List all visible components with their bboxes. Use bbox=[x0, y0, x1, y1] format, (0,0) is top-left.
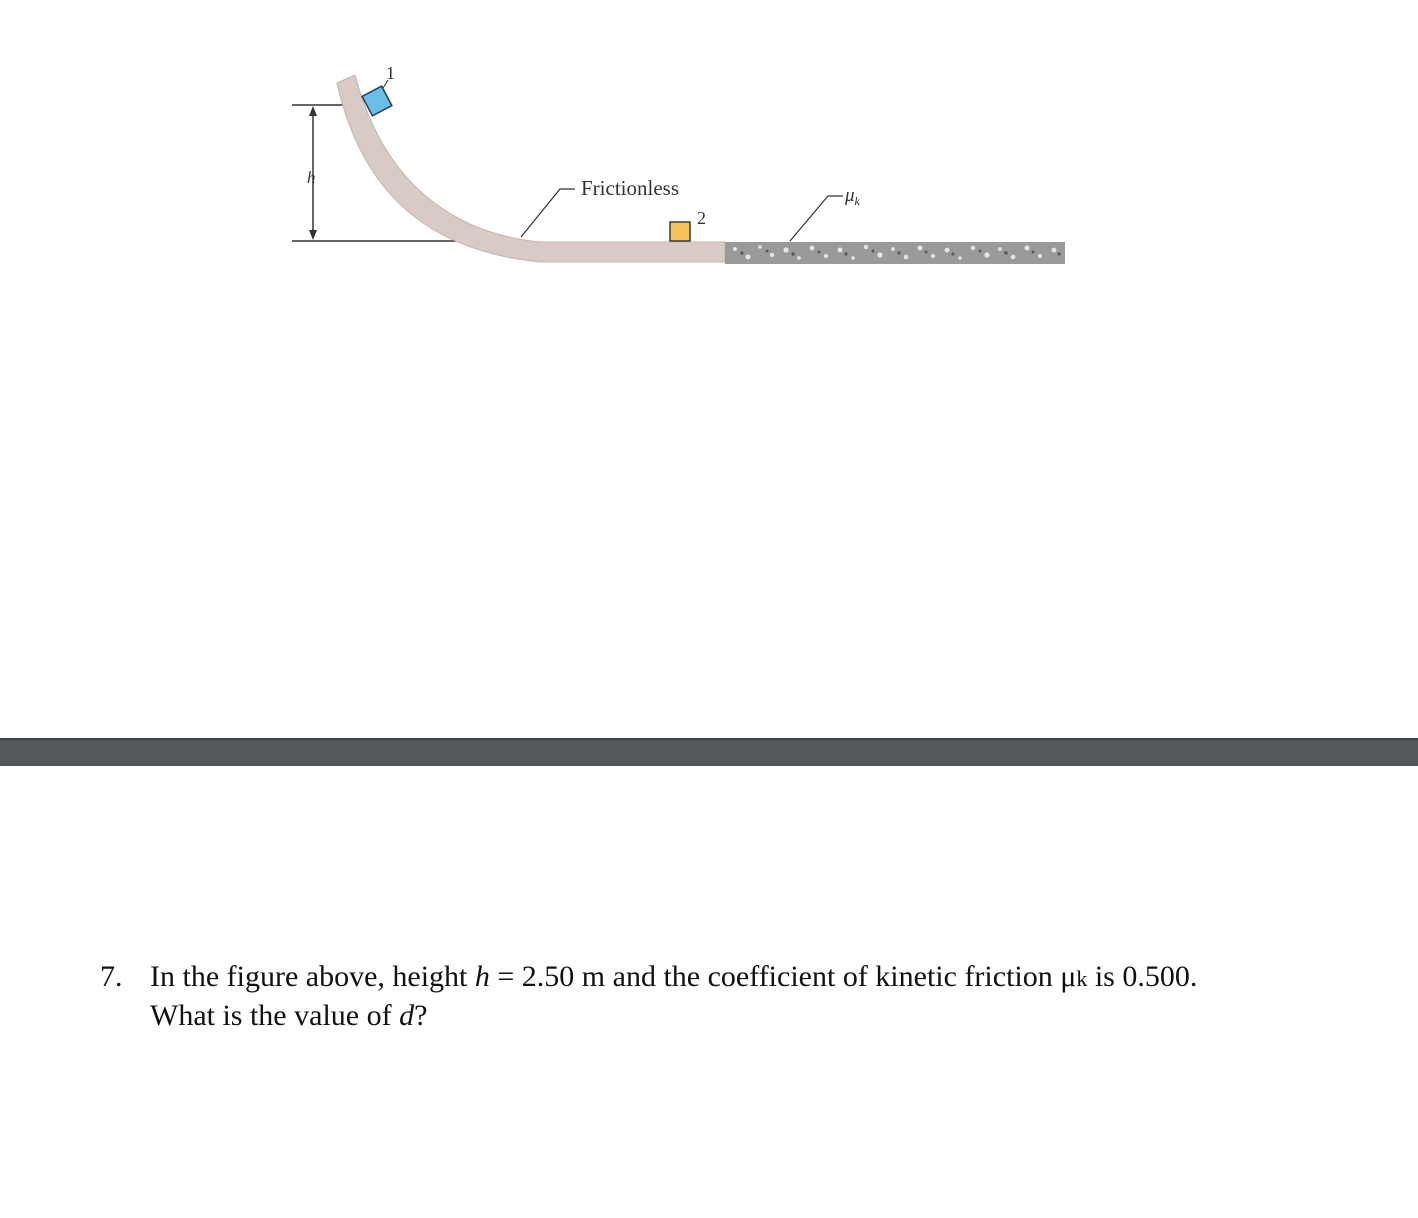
height-label: h bbox=[307, 168, 316, 187]
question-text-part: What is the value of bbox=[150, 999, 400, 1032]
question-line-2 bbox=[150, 997, 1350, 1034]
track-figure bbox=[0, 0, 1418, 300]
question-number: 7. bbox=[100, 960, 123, 993]
mu-subscript: k bbox=[1076, 966, 1088, 991]
frictionless-label: Frictionless bbox=[581, 176, 679, 200]
question-text-part: ? bbox=[414, 999, 428, 1032]
block-2-label: 2 bbox=[697, 208, 706, 228]
height-arrow-down-icon bbox=[309, 230, 317, 240]
variable-h: h bbox=[474, 960, 490, 993]
curved-track bbox=[337, 75, 725, 262]
mu-symbol: μ bbox=[1060, 960, 1077, 993]
question-text bbox=[150, 958, 1350, 1034]
mu-k-label: $\mu_k$ bbox=[845, 185, 860, 208]
question-line-1 bbox=[150, 958, 1350, 997]
frictionless-leader bbox=[521, 189, 575, 237]
variable-d: d bbox=[399, 999, 415, 1032]
page-divider bbox=[0, 738, 1418, 766]
mu-k-leader bbox=[790, 196, 843, 241]
block-2 bbox=[670, 222, 690, 241]
question-text-part: In the figure above, height bbox=[150, 960, 475, 993]
height-arrow-up-icon bbox=[309, 106, 317, 116]
block-1-label: 1 bbox=[386, 63, 395, 83]
question-text-part: = 2.50 m and the coefficient of kinetic friction bbox=[489, 960, 1061, 993]
rough-surface bbox=[725, 242, 1065, 264]
question-text-part: is 0.500. bbox=[1087, 960, 1198, 993]
